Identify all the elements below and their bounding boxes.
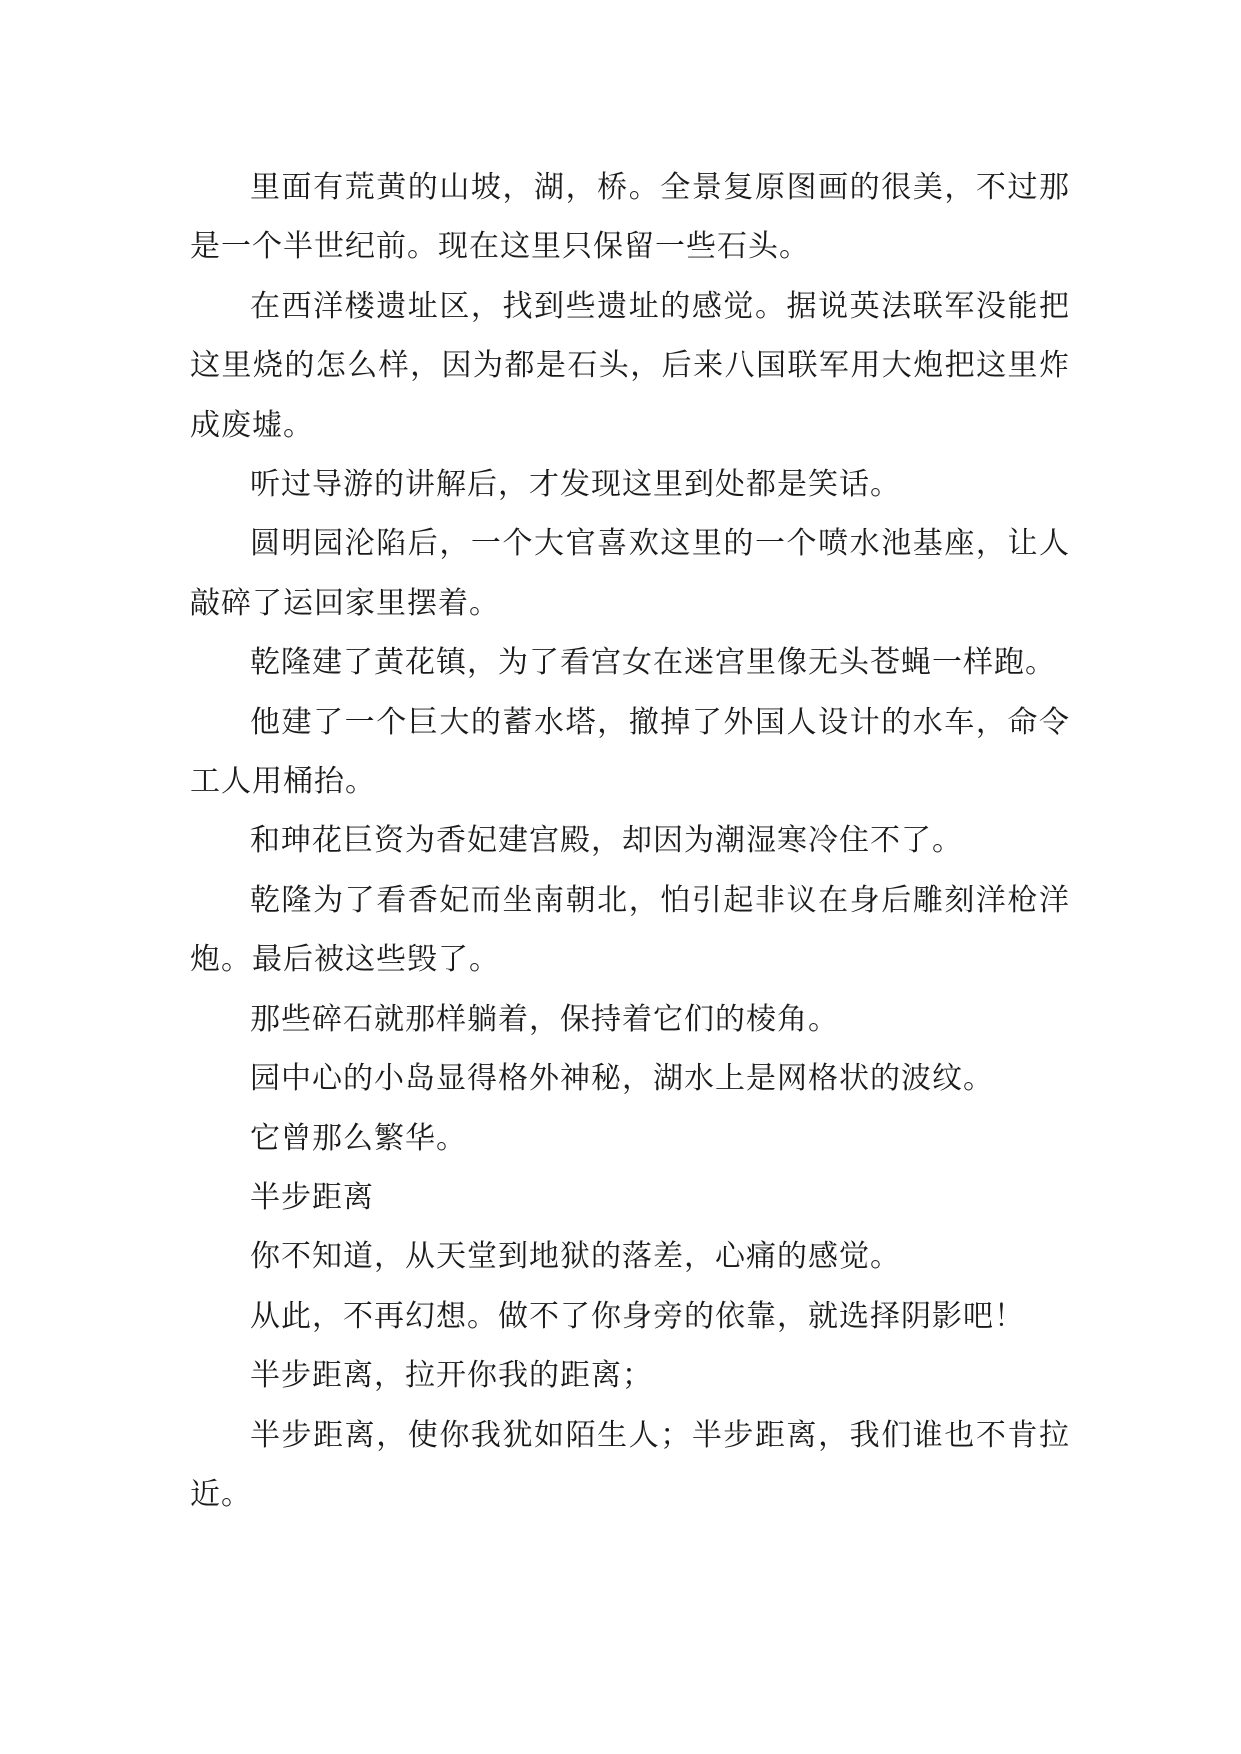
paragraph: 圆明园沦陷后，一个大官喜欢这里的一个喷水池基座，让人敲碎了运回家里摆着。 — [190, 526, 1070, 621]
paragraph: 里面有荒黄的山坡，湖，桥。全景复原图画的很美，不过那是一个半世纪前。现在这里只保留一些石头。 — [190, 170, 1070, 265]
document-body — [190, 158, 1070, 1524]
paragraph: 和珅花巨资为香妃建宫殿，却因为潮湿寒冷住不了。 — [250, 823, 963, 859]
paragraph: 他建了一个巨大的蓄水塔，撤掉了外国人设计的水车，命令工人用桶抬。 — [190, 704, 1070, 800]
paragraph: 你不知道，从天堂到地狱的落差，心痛的感觉。 — [250, 1239, 901, 1275]
paragraph: 它曾那么繁华。 — [250, 1120, 467, 1156]
paragraph: 乾隆建了黄花镇，为了看宫女在迷宫里像无头苍蝇一样跑。 — [250, 645, 1056, 681]
paragraph: 听过导游的讲解后，才发现这里到处都是笑话。 — [250, 467, 901, 503]
section-heading: 半步距离 — [250, 1179, 374, 1215]
paragraph: 那些碎石就那样躺着，保持着它们的棱角。 — [250, 1001, 839, 1037]
paragraph: 乾隆为了看香妃而坐南朝北，怕引起非议在身后雕刻洋枪洋炮。最后被这些毁了。 — [190, 882, 1070, 978]
paragraph: 在西洋楼遗址区，找到些遗址的感觉。据说英法联军没能把这里烧的怎么样，因为都是石头，后来八国联军用大炮把这里炸成废墟。 — [190, 288, 1070, 443]
paragraph: 园中心的小岛显得格外神秘，湖水上是网格状的波纹。 — [250, 1061, 994, 1097]
paragraph: 半步距离，使你我犹如陌生人；半步距离，我们谁也不肯拉近。 — [190, 1417, 1070, 1512]
paragraph: 半步距离，拉开你我的距离； — [250, 1358, 653, 1394]
paragraph: 从此，不再幻想。做不了你身旁的依靠，就选择阴影吧！ — [250, 1298, 1025, 1334]
